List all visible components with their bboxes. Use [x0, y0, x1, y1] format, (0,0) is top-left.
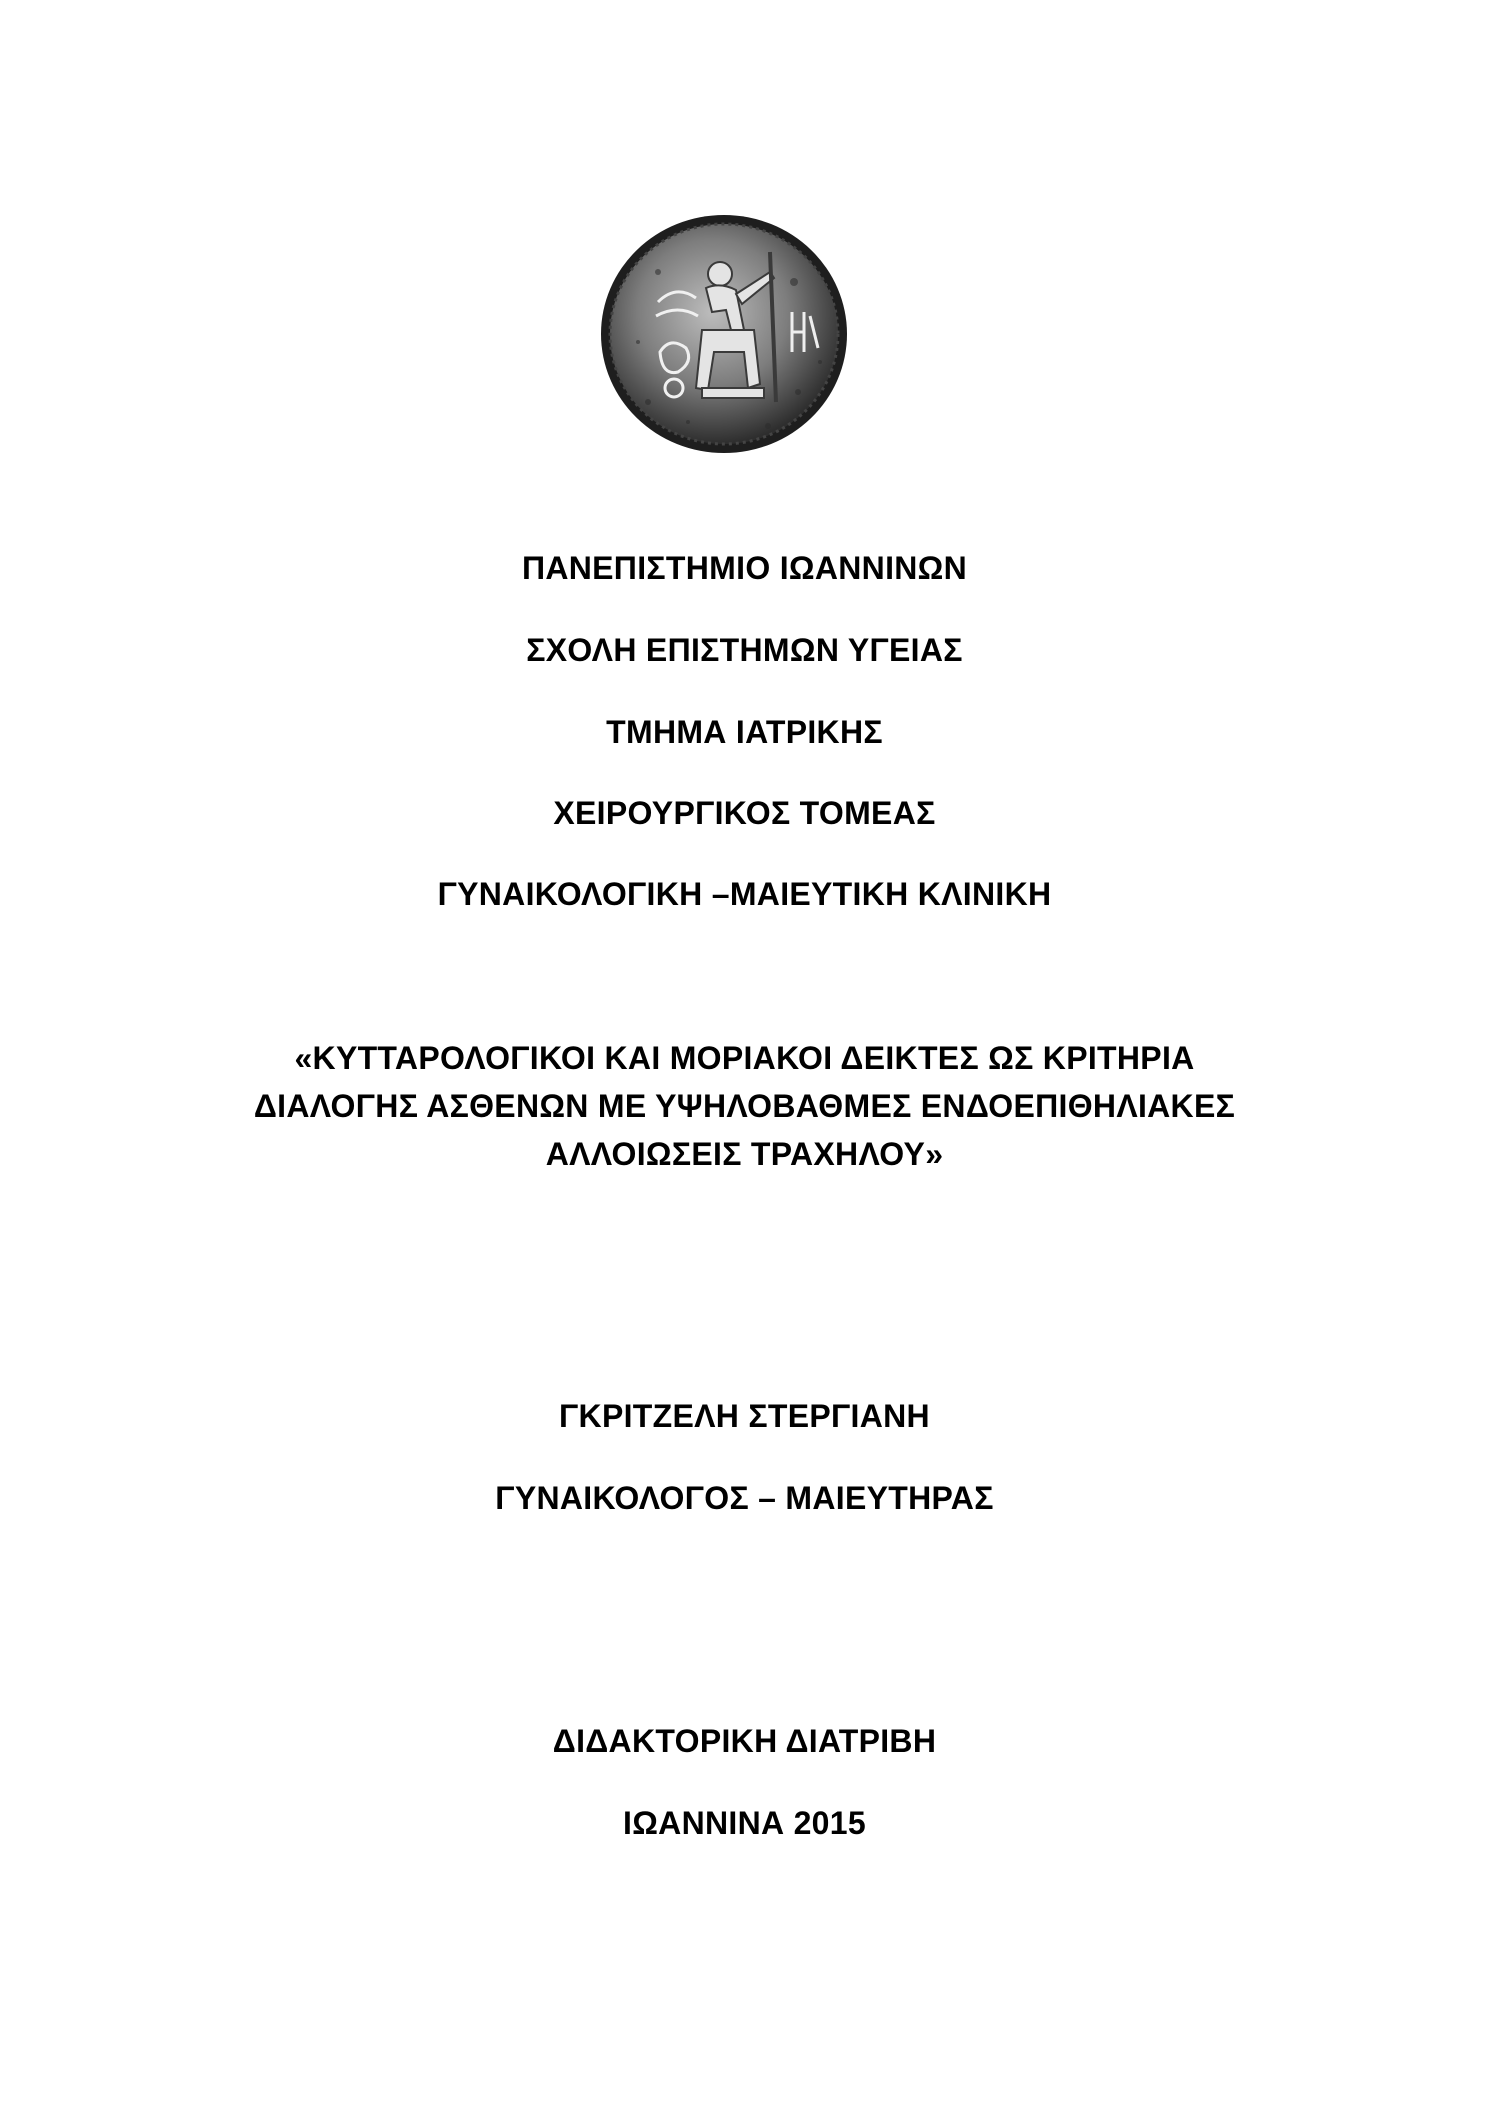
- thesis-type: ΔΙΔΑΚΤΟΡΙΚΗ ΔΙΑΤΡΙΒΗ: [552, 1723, 937, 1759]
- department-name: ΤΜΗΜΑ ΙΑΤΡΙΚΗΣ: [606, 714, 883, 750]
- thesis-title-line-1: «ΚΥΤΤΑΡΟΛΟΓΙΚΟΙ ΚΑΙ ΜΟΡΙΑΚΟΙ ΔΕΙΚΤΕΣ ΩΣ ΚΡΙΤΗΡΙΑ: [294, 1040, 1195, 1076]
- thesis-title-line-3: ΑΛΛΟΙΩΣΕΙΣ ΤΡΑΧΗΛΟΥ»: [545, 1136, 944, 1172]
- clinic-name: ΓΥΝΑΙΚΟΛΟΓΙΚΗ –ΜΑΙΕΥΤΙΚΗ ΚΛΙΝΙΚΗ: [437, 876, 1052, 912]
- author-name: ΓΚΡΙΤΖΕΛΗ ΣΤΕΡΓΙΑΝΗ: [559, 1398, 930, 1434]
- author-profession: ΓΥΝΑΙΚΟΛΟΓΟΣ – ΜΑΙΕΥΤΗΡΑΣ: [495, 1480, 994, 1516]
- sector-name: ΧΕΙΡΟΥΡΓΙΚΟΣ ΤΟΜΕΑΣ: [553, 795, 936, 831]
- thesis-title: [0, 1034, 1489, 1178]
- place-year: ΙΩΑΝΝΙΝΑ 2015: [623, 1805, 866, 1841]
- university-coin-seal-icon: [598, 212, 850, 456]
- school-name: ΣΧΟΛΗ ΕΠΙΣΤΗΜΩΝ ΥΓΕΙΑΣ: [526, 632, 963, 668]
- university-name: ΠΑΝΕΠΙΣΤΗΜΙΟ ΙΩΑΝΝΙΝΩΝ: [521, 550, 968, 586]
- thesis-title-line-2: ΔΙΑΛΟΓΗΣ ΑΣΘΕΝΩΝ ΜΕ ΥΨΗΛΟΒΑΘΜΕΣ ΕΝΔΟΕΠΙΘΗΛΙΑΚΕΣ: [253, 1088, 1236, 1124]
